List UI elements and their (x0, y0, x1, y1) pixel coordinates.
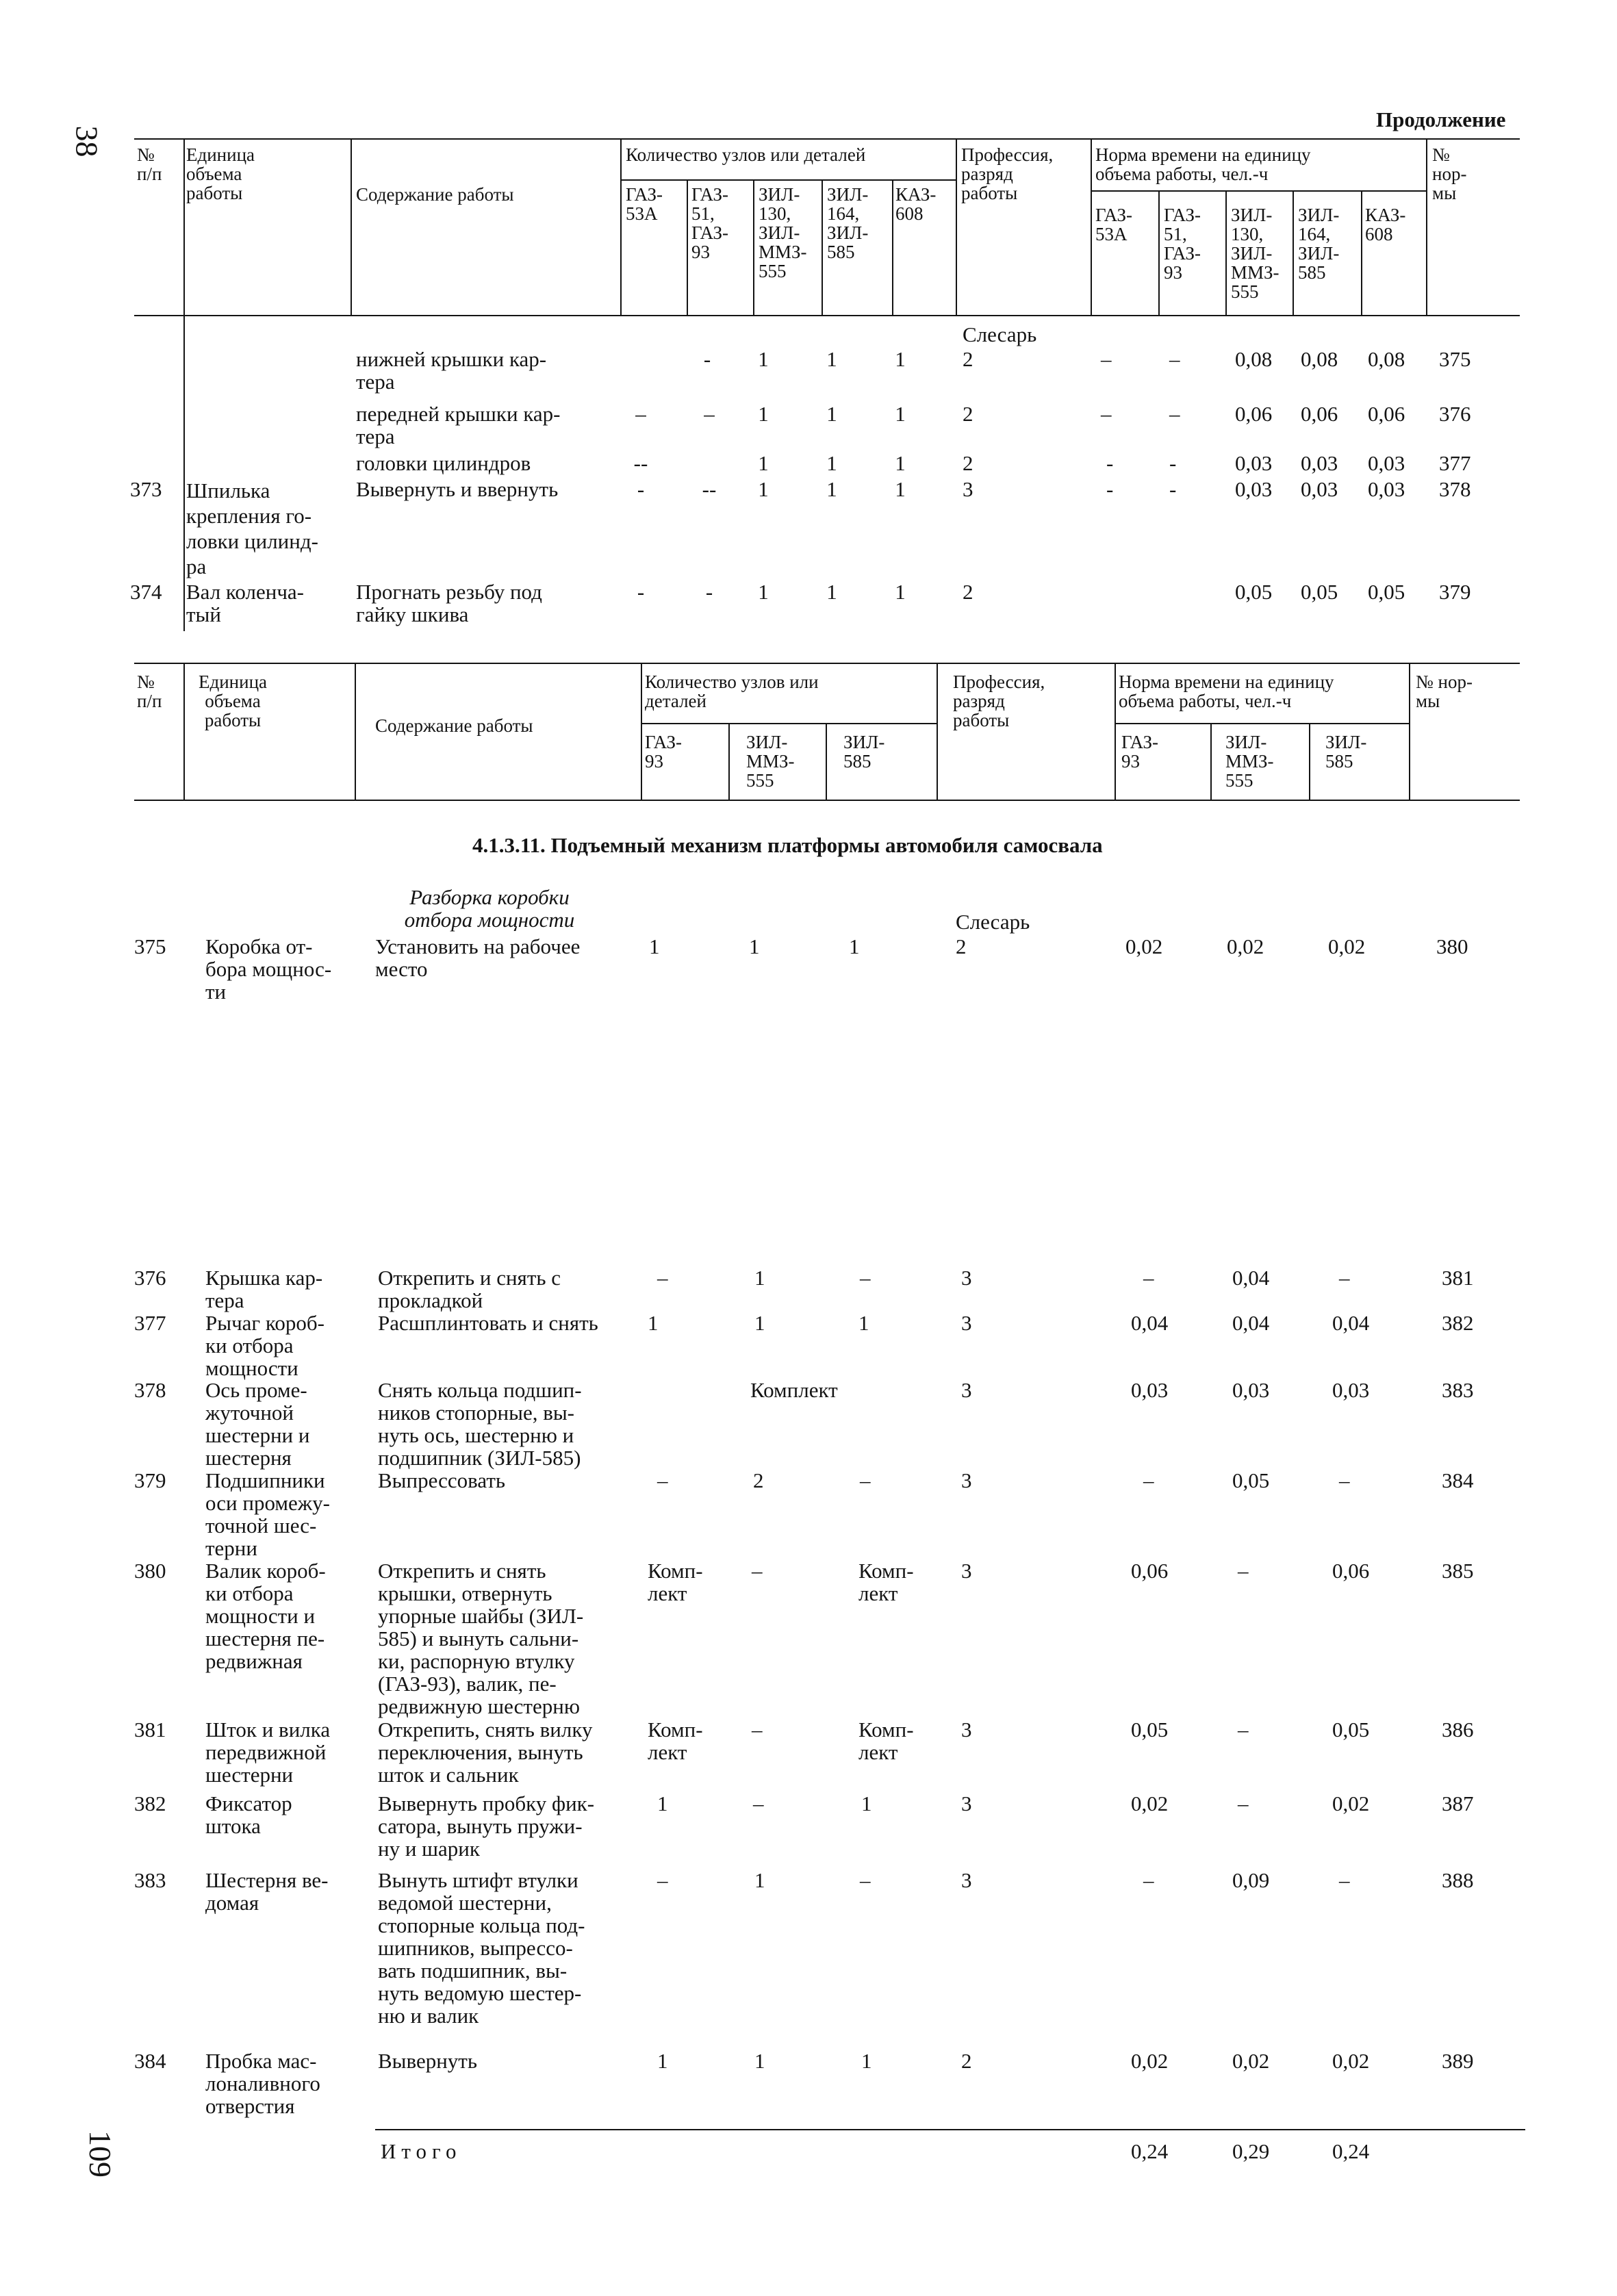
t2-r381-norm: 386 (1442, 1718, 1474, 1742)
t1-r1-q-kaz608: 1 (895, 347, 906, 371)
t2-header-num: № п/п (137, 672, 162, 711)
t2-header-n-gaz93: ГАЗ- 93 (1121, 732, 1159, 771)
t2-r378-num: 378 (134, 1378, 166, 1402)
t1-header-n-zil164: ЗИЛ- 164, ЗИЛ- 585 (1298, 205, 1340, 283)
t2-r381-q-zil585: Комп- лект (858, 1718, 914, 1764)
t1-r5-q-gaz51: - (705, 580, 713, 604)
t2-r383-q-zilmmz555: 1 (754, 1868, 765, 1892)
t1-r5-q-kaz608: 1 (895, 580, 906, 604)
t1-r5-n-zil130: 0,05 (1235, 580, 1273, 604)
t2-r375-q-gaz93: 1 (649, 934, 660, 958)
t2-r379-prof: 3 (961, 1468, 972, 1492)
continuation-label: Продолжение (1376, 107, 1506, 131)
page-number-top: 38 (69, 125, 105, 157)
t1-r4-n-kaz608: 0,03 (1368, 477, 1405, 501)
t1-r5-unit: Вал коленча- тый (186, 580, 304, 626)
total-zilmmz555: 0,29 (1232, 2139, 1270, 2163)
t1-r4-q-zil164: 1 (826, 477, 837, 501)
section-title: 4.1.3.11. Подъемный механизм платформы автомобиля самосвала (472, 833, 1103, 857)
t2-header-qty: Количество узлов или деталей (645, 672, 819, 711)
t2-r377-q-zilmmz555: 1 (754, 1311, 765, 1335)
t1-r4-n-gaz51: - (1169, 477, 1177, 501)
t2-r378-content: Снять кольца подшип- ников стопорные, вы- нуть ось, шестерню и подшипник (ЗИЛ-585) (378, 1378, 582, 1470)
t1-header-norm: Норма времени на единицу объема работы, чел.-ч (1095, 144, 1311, 184)
t2-r381-n-zil585: 0,05 (1332, 1718, 1370, 1742)
t1-r4-q-kaz608: 1 (895, 477, 906, 501)
t1-r2-q-gaz53a: – (635, 402, 646, 426)
t2-r383-n-zilmmz555: 0,09 (1232, 1868, 1270, 1892)
t1-r2-q-zil164: 1 (826, 402, 837, 426)
t1-header-q-gaz51: ГАЗ- 51, ГАЗ- 93 (691, 184, 729, 262)
t1-r2-n-gaz53a: – (1101, 402, 1112, 426)
t1-r4-q-gaz53a: - (637, 477, 645, 501)
t2-r380-q-gaz93: Комп- лект (648, 1559, 703, 1605)
t2-r381-n-zilmmz555: – (1238, 1718, 1249, 1742)
t2-r384-n-zilmmz555: 0,02 (1232, 2049, 1270, 2073)
t2-r377-unit: Рычаг короб- ки отбора мощности (205, 1311, 324, 1380)
t2-r382-content: Вывернуть пробку фик- сатора, вынуть пружи- ну и шарик (378, 1791, 595, 1861)
t2-r376-q-gaz93: – (657, 1266, 668, 1290)
t1-r5-q-zil164: 1 (826, 580, 837, 604)
t1-r1-q-zil164: 1 (826, 347, 837, 371)
t2-r375-n-zilmmz555: 0,02 (1227, 934, 1264, 958)
t1-r2-q-zil130: 1 (758, 402, 769, 426)
t2-r376-n-zilmmz555: 0,04 (1232, 1266, 1270, 1290)
t1-r2-q-kaz608: 1 (895, 402, 906, 426)
t1-r2-norm: 376 (1439, 402, 1471, 426)
t2-r380-num: 380 (134, 1559, 166, 1583)
total-zil585: 0,24 (1332, 2139, 1370, 2163)
t1-r3-n-zil164: 0,03 (1301, 451, 1338, 475)
t1-header-content: Содержание работы (356, 184, 514, 205)
t2-r375-num: 375 (134, 934, 166, 958)
t1-r4-n-zil164: 0,03 (1301, 477, 1338, 501)
t2-r384-q-gaz93: 1 (657, 2049, 668, 2073)
t1-r2-prof: 2 (963, 402, 973, 426)
t1-r4-content: Вывернуть и ввернуть (356, 477, 559, 501)
t1-header-q-gaz53a: ГАЗ- 53А (626, 184, 663, 224)
t2-r379-q-zil585: – (860, 1468, 871, 1492)
t1-r3-n-zil130: 0,03 (1235, 451, 1273, 475)
total-label: Итого (381, 2139, 462, 2163)
t2-r382-prof: 3 (961, 1791, 972, 1815)
t2-r383-unit: Шестерня ве- домая (205, 1868, 329, 1915)
t2-r381-content: Открепить, снять вилку переключения, вынуть шток и сальник (378, 1718, 593, 1787)
t2-r383-q-zil585: – (860, 1868, 871, 1892)
t2-r384-q-zil585: 1 (861, 2049, 872, 2073)
t2-r379-q-gaz93: – (657, 1468, 668, 1492)
t2-r382-q-zil585: 1 (861, 1791, 872, 1815)
t2-r384-norm: 389 (1442, 2049, 1474, 2073)
t1-header-n-kaz608: КАЗ- 608 (1365, 205, 1406, 244)
t1-r4-num: 373 (130, 477, 162, 501)
t2-r377-n-gaz93: 0,04 (1131, 1311, 1169, 1335)
t1-r3-norm: 377 (1439, 451, 1471, 475)
t1-r5-num: 374 (130, 580, 162, 604)
t2-r383-n-zil585: – (1339, 1868, 1350, 1892)
t2-r380-content: Открепить и снять крышки, отвернуть упорные шайбы (ЗИЛ- 585) и вынуть сальни- ки, распорную втулку (ГАЗ-93), валик, пе- редвижную шестерню (378, 1559, 584, 1718)
t2-r377-n-zil585: 0,04 (1332, 1311, 1370, 1335)
t2-r379-unit: Подшипники оси промежу- точной шес- терни (205, 1468, 330, 1560)
t1-r1-q-gaz51: - (703, 347, 711, 371)
t2-r383-n-gaz93: – (1143, 1868, 1154, 1892)
t1-r3-n-gaz51: - (1169, 451, 1177, 475)
t2-r376-content: Открепить и снять с прокладкой (378, 1266, 561, 1312)
t1-r1-n-gaz51: – (1169, 347, 1180, 371)
t1-r2-n-zil164: 0,06 (1301, 402, 1338, 426)
t2-r382-q-zilmmz555: – (753, 1791, 764, 1815)
subsection-title: Разборка коробки отбора мощности (404, 885, 575, 932)
t2-r378-q-set: Комплект (750, 1378, 838, 1402)
t2-r381-q-gaz93: Комп- лект (648, 1718, 703, 1764)
t2-r382-norm: 387 (1442, 1791, 1474, 1815)
t2-r378-n-zil585: 0,03 (1332, 1378, 1370, 1402)
t1-r3-q-zil130: 1 (758, 451, 769, 475)
t2-r384-n-gaz93: 0,02 (1131, 2049, 1169, 2073)
t2-r380-norm: 385 (1442, 1559, 1474, 1583)
t2-r377-prof: 3 (961, 1311, 972, 1335)
t1-header-q-zil164: ЗИЛ- 164, ЗИЛ- 585 (827, 184, 869, 262)
t2-r382-unit: Фиксатор штока (205, 1791, 292, 1838)
t1-r1-n-gaz53a: – (1101, 347, 1112, 371)
t2-r383-norm: 388 (1442, 1868, 1474, 1892)
t1-header-q-zil130: ЗИЛ- 130, ЗИЛ- ММЗ- 555 (759, 184, 807, 281)
t2-r375-n-zil585: 0,02 (1328, 934, 1366, 958)
t2-r375-n-gaz93: 0,02 (1125, 934, 1163, 958)
t1-r2-q-gaz51: – (704, 402, 715, 426)
t2-header-n-zil585: ЗИЛ- 585 (1325, 732, 1367, 771)
t2-r384-unit: Пробка мас- лоналивного отверстия (205, 2049, 320, 2118)
t2-r382-n-gaz93: 0,02 (1131, 1791, 1169, 1815)
t2-r377-norm: 382 (1442, 1311, 1474, 1335)
t2-r376-q-zil585: – (860, 1266, 871, 1290)
t1-r4-n-gaz53a: - (1106, 477, 1114, 501)
t2-r378-n-zilmmz555: 0,03 (1232, 1378, 1270, 1402)
t2-r382-num: 382 (134, 1791, 166, 1815)
t1-header-normnum: № нор- мы (1432, 144, 1467, 203)
t1-r3-prof: 2 (963, 451, 973, 475)
t1-r4-norm: 378 (1439, 477, 1471, 501)
t2-r375-q-zil585: 1 (849, 934, 860, 958)
t2-r384-content: Вывернуть (378, 2049, 477, 2073)
t2-r380-unit: Валик короб- ки отбора мощности и шестерня пе- редвижная (205, 1559, 326, 1673)
t1-r5-n-kaz608: 0,05 (1368, 580, 1405, 604)
t1-prof-title: Слесарь (963, 322, 1037, 346)
t2-r376-prof: 3 (961, 1266, 972, 1290)
t2-r375-q-zilmmz555: 1 (749, 934, 760, 958)
t2-r377-num: 377 (134, 1311, 166, 1335)
t2-r380-n-gaz93: 0,06 (1131, 1559, 1169, 1583)
t1-header-prof: Профессия, разряд работы (961, 144, 1054, 203)
t2-r379-n-zil585: – (1339, 1468, 1350, 1492)
t1-r1-n-zil130: 0,08 (1235, 347, 1273, 371)
t1-r5-q-gaz53a: - (637, 580, 645, 604)
t1-r3-n-gaz53a: - (1106, 451, 1114, 475)
t1-header-q-kaz608: КАЗ- 608 (895, 184, 937, 224)
t2-r383-content: Вынуть штифт втулки ведомой шестерни, стопорные кольца под- шипников, выпрессо- вать подшипник, вы- нуть ведомую шестер- ню и валик (378, 1868, 585, 2028)
t2-r383-q-gaz93: – (657, 1868, 668, 1892)
t1-r5-content: Прогнать резьбу под гайку шкива (356, 580, 542, 626)
t1-r2-n-zil130: 0,06 (1235, 402, 1273, 426)
t2-r382-n-zilmmz555: – (1238, 1791, 1249, 1815)
t1-r2-n-gaz51: – (1169, 402, 1180, 426)
t1-r1-content: нижней крышки кар- тера (356, 347, 547, 394)
t2-r378-unit: Ось проме- жуточной шестерни и шестерня (205, 1378, 310, 1470)
t1-r2-content: передней крышки кар- тера (356, 402, 561, 448)
t2-header-normnum: № нор- мы (1416, 672, 1473, 711)
t2-r377-n-zilmmz555: 0,04 (1232, 1311, 1270, 1335)
t2-r378-prof: 3 (961, 1378, 972, 1402)
t1-r3-content: головки цилиндров (356, 451, 531, 475)
t2-r381-prof: 3 (961, 1718, 972, 1742)
t1-header-n-zil130: ЗИЛ- 130, ЗИЛ- ММЗ- 555 (1231, 205, 1279, 302)
t2-r376-num: 376 (134, 1266, 166, 1290)
t2-r384-num: 384 (134, 2049, 166, 2073)
t2-r379-n-gaz93: – (1143, 1468, 1154, 1492)
t1-header-num: № п/п (137, 144, 162, 184)
t2-r377-q-zil585: 1 (858, 1311, 869, 1335)
t2-r375-prof: 2 (956, 934, 967, 958)
t2-r379-q-zilmmz555: 2 (753, 1468, 764, 1492)
t1-r4-q-gaz51: -- (702, 477, 717, 501)
t1-r5-n-zil164: 0,05 (1301, 580, 1338, 604)
t1-r5-q-zil130: 1 (758, 580, 769, 604)
t2-header-content: Содержание работы (375, 715, 533, 736)
t1-r3-n-kaz608: 0,03 (1368, 451, 1405, 475)
t1-r4-q-zil130: 1 (758, 477, 769, 501)
t1-r1-prof: 2 (963, 347, 973, 371)
t2-r380-n-zilmmz555: – (1238, 1559, 1249, 1583)
t2-r384-n-zil585: 0,02 (1332, 2049, 1370, 2073)
t2-r375-content: Установить на рабочее место (375, 934, 581, 981)
t2-r377-content: Расшплинтовать и снять (378, 1311, 598, 1335)
t2-r375-unit: Коробка от- бора мощнос- ти (205, 934, 332, 1004)
t2-r381-q-zilmmz555: – (752, 1718, 763, 1742)
t2-r378-norm: 383 (1442, 1378, 1474, 1402)
t2-r384-q-zilmmz555: 1 (754, 2049, 765, 2073)
t2-header-q-zil585: ЗИЛ- 585 (843, 732, 885, 771)
t2-r381-num: 381 (134, 1718, 166, 1742)
total-gaz93: 0,24 (1131, 2139, 1169, 2163)
t1-r1-n-kaz608: 0,08 (1368, 347, 1405, 371)
t2-header-q-zilmmz555: ЗИЛ- ММЗ- 555 (746, 732, 795, 791)
t2-r379-norm: 384 (1442, 1468, 1474, 1492)
t2-r380-q-zilmmz555: – (752, 1559, 763, 1583)
t2-r380-q-zil585: Комп- лект (858, 1559, 914, 1605)
t2-r376-q-zilmmz555: 1 (754, 1266, 765, 1290)
t2-r376-n-zil585: – (1339, 1266, 1350, 1290)
t1-r5-norm: 379 (1439, 580, 1471, 604)
t2-header-q-gaz93: ГАЗ- 93 (645, 732, 683, 771)
t2-header-unit: Единица объема работы (199, 672, 268, 730)
t1-r3-q-gaz53a: -- (633, 451, 648, 475)
t1-r2-n-kaz608: 0,06 (1368, 402, 1405, 426)
t1-r5-prof: 2 (963, 580, 973, 604)
t1-r4-n-zil130: 0,03 (1235, 477, 1273, 501)
t1-r1-n-zil164: 0,08 (1301, 347, 1338, 371)
t2-r379-n-zilmmz555: 0,05 (1232, 1468, 1270, 1492)
t2-r377-q-gaz93: 1 (648, 1311, 659, 1335)
t1-r3-q-kaz608: 1 (895, 451, 906, 475)
t2-r384-prof: 2 (961, 2049, 972, 2073)
t2-r376-unit: Крышка кар- тера (205, 1266, 323, 1312)
t2-r382-n-zil585: 0,02 (1332, 1791, 1370, 1815)
t2-r375-norm: 380 (1436, 934, 1468, 958)
t1-r1-q-zil130: 1 (758, 347, 769, 371)
t1-r4-prof: 3 (963, 477, 973, 501)
t2-r380-n-zil585: 0,06 (1332, 1559, 1370, 1583)
t1-r1-norm: 375 (1439, 347, 1471, 371)
t2-r382-q-gaz93: 1 (657, 1791, 668, 1815)
t2-r379-content: Выпрессовать (378, 1468, 506, 1492)
t2-prof-title: Слесарь (956, 910, 1030, 934)
t2-r383-num: 383 (134, 1868, 166, 1892)
t2-r381-unit: Шток и вилка передвижной шестерни (205, 1718, 331, 1787)
t2-r379-num: 379 (134, 1468, 166, 1492)
t1-r4-unit: Шпилька крепления го- ловки цилинд- ра (186, 479, 318, 578)
t2-header-norm: Норма времени на единицу объема работы, чел.-ч (1119, 672, 1334, 711)
t1-header-n-gaz51: ГАЗ- 51, ГАЗ- 93 (1164, 205, 1201, 283)
t1-header-unit: Единица объема работы (186, 144, 255, 203)
t2-r383-prof: 3 (961, 1868, 972, 1892)
t2-r376-n-gaz93: – (1143, 1266, 1154, 1290)
t2-header-prof: Профессия, разряд работы (953, 672, 1045, 730)
t1-r3-q-zil164: 1 (826, 451, 837, 475)
t1-header-qty: Количество узлов или деталей (626, 144, 866, 165)
t1-header-n-gaz53a: ГАЗ- 53А (1095, 205, 1133, 244)
t2-r380-prof: 3 (961, 1559, 972, 1583)
t2-header-n-zilmmz555: ЗИЛ- ММЗ- 555 (1225, 732, 1274, 791)
t2-r376-norm: 381 (1442, 1266, 1474, 1290)
page-number-bottom: 109 (83, 2130, 118, 2178)
t2-r378-n-gaz93: 0,03 (1131, 1378, 1169, 1402)
t2-r381-n-gaz93: 0,05 (1131, 1718, 1169, 1742)
